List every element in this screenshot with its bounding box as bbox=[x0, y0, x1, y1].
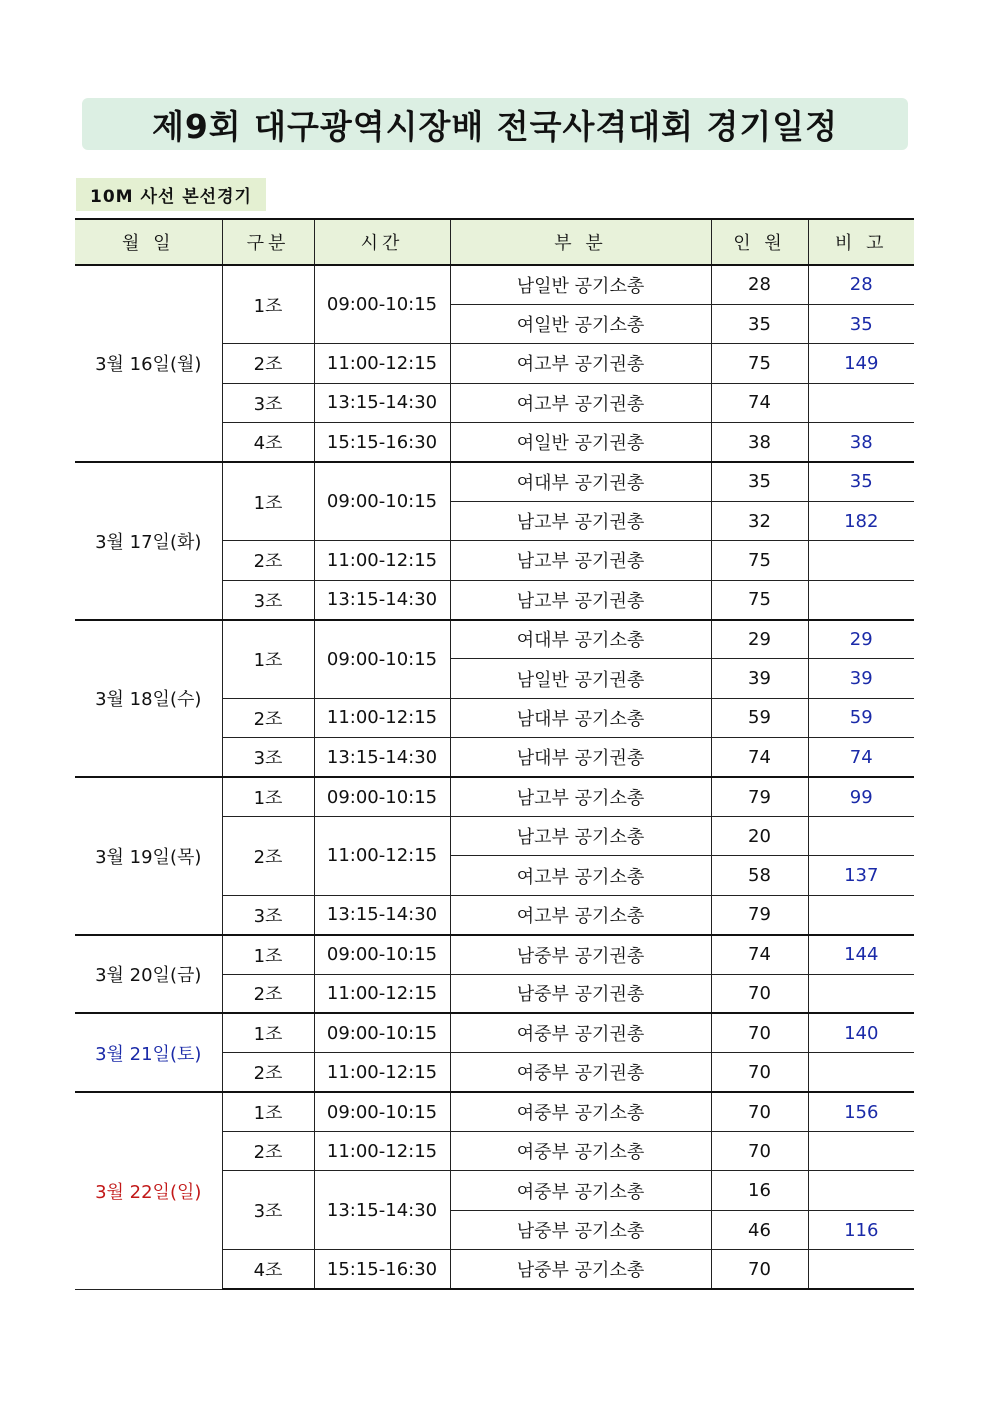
time-cell: 13:15-14:30 bbox=[314, 580, 450, 619]
section-label bbox=[76, 178, 266, 211]
note-cell bbox=[808, 580, 914, 619]
time-cell: 13:15-14:30 bbox=[314, 738, 450, 777]
title-banner bbox=[82, 98, 908, 150]
header-row bbox=[75, 219, 914, 265]
count-cell: 75 bbox=[711, 344, 808, 383]
count-cell: 75 bbox=[711, 541, 808, 580]
time-cell: 11:00-12:15 bbox=[314, 816, 450, 895]
count-cell: 70 bbox=[711, 1013, 808, 1052]
count-cell: 59 bbox=[711, 698, 808, 737]
count-cell: 35 bbox=[711, 462, 808, 501]
count-cell: 20 bbox=[711, 816, 808, 855]
time-cell: 09:00-10:15 bbox=[314, 935, 450, 974]
count-cell: 70 bbox=[711, 1053, 808, 1092]
note-cell: 59 bbox=[808, 698, 914, 737]
count-cell: 70 bbox=[711, 1132, 808, 1171]
group-cell: 4조 bbox=[222, 1250, 314, 1289]
division-cell: 남중부 공기권총 bbox=[450, 935, 711, 974]
table-row bbox=[75, 462, 914, 501]
time-cell: 09:00-10:15 bbox=[314, 620, 450, 699]
note-cell: 35 bbox=[808, 462, 914, 501]
date-cell: 3월 16일(월) bbox=[75, 265, 222, 462]
schedule-table bbox=[75, 218, 914, 1290]
group-cell: 2조 bbox=[222, 344, 314, 383]
note-cell: 99 bbox=[808, 777, 914, 816]
note-cell: 35 bbox=[808, 304, 914, 343]
division-cell: 여중부 공기소총 bbox=[450, 1132, 711, 1171]
time-cell: 11:00-12:15 bbox=[314, 974, 450, 1013]
group-cell: 2조 bbox=[222, 974, 314, 1013]
division-cell: 여고부 공기권총 bbox=[450, 383, 711, 422]
note-cell: 149 bbox=[808, 344, 914, 383]
date-cell: 3월 21일(토) bbox=[75, 1013, 222, 1092]
date-cell: 3월 18일(수) bbox=[75, 620, 222, 778]
note-cell: 182 bbox=[808, 501, 914, 540]
note-cell bbox=[808, 383, 914, 422]
note-cell bbox=[808, 816, 914, 855]
division-cell: 여중부 공기소총 bbox=[450, 1171, 711, 1210]
division-cell: 여대부 공기권총 bbox=[450, 462, 711, 501]
time-cell: 13:15-14:30 bbox=[314, 895, 450, 934]
division-cell: 남중부 공기권총 bbox=[450, 974, 711, 1013]
division-cell: 남고부 공기소총 bbox=[450, 816, 711, 855]
group-cell: 2조 bbox=[222, 816, 314, 895]
time-cell: 11:00-12:15 bbox=[314, 698, 450, 737]
division-cell: 남대부 공기권총 bbox=[450, 738, 711, 777]
group-cell: 3조 bbox=[222, 1171, 314, 1250]
group-cell: 2조 bbox=[222, 541, 314, 580]
time-cell: 09:00-10:15 bbox=[314, 1092, 450, 1131]
note-cell: 39 bbox=[808, 659, 914, 698]
note-cell: 116 bbox=[808, 1210, 914, 1249]
header-count: 인 원 bbox=[711, 219, 808, 265]
group-cell: 2조 bbox=[222, 1053, 314, 1092]
note-cell: 140 bbox=[808, 1013, 914, 1052]
division-cell: 남중부 공기소총 bbox=[450, 1210, 711, 1249]
time-cell: 11:00-12:15 bbox=[314, 1053, 450, 1092]
division-cell: 남고부 공기권총 bbox=[450, 580, 711, 619]
time-cell: 11:00-12:15 bbox=[314, 1132, 450, 1171]
group-cell: 2조 bbox=[222, 1132, 314, 1171]
division-cell: 여일반 공기소총 bbox=[450, 304, 711, 343]
division-cell: 여고부 공기소총 bbox=[450, 856, 711, 895]
group-cell: 1조 bbox=[222, 935, 314, 974]
table-row bbox=[75, 935, 914, 974]
table-row bbox=[75, 1092, 914, 1131]
time-cell: 13:15-14:30 bbox=[314, 1171, 450, 1250]
date-cell: 3월 20일(금) bbox=[75, 935, 222, 1014]
header-division: 부 분 bbox=[450, 219, 711, 265]
time-cell: 15:15-16:30 bbox=[314, 423, 450, 462]
count-cell: 74 bbox=[711, 935, 808, 974]
count-cell: 29 bbox=[711, 620, 808, 659]
group-cell: 2조 bbox=[222, 698, 314, 737]
group-cell: 1조 bbox=[222, 777, 314, 816]
table-row bbox=[75, 620, 914, 659]
section-title: 10M 사선 본선경기 bbox=[90, 187, 252, 207]
note-cell bbox=[808, 974, 914, 1013]
count-cell: 70 bbox=[711, 1250, 808, 1289]
division-cell: 남고부 공기권총 bbox=[450, 501, 711, 540]
note-cell: 29 bbox=[808, 620, 914, 659]
table-row bbox=[75, 265, 914, 304]
division-cell: 남중부 공기소총 bbox=[450, 1250, 711, 1289]
division-cell: 남고부 공기소총 bbox=[450, 777, 711, 816]
header-time: 시간 bbox=[314, 219, 450, 265]
table-row bbox=[75, 1013, 914, 1052]
header-note: 비 고 bbox=[808, 219, 914, 265]
division-cell: 남대부 공기소총 bbox=[450, 698, 711, 737]
division-cell: 여중부 공기권총 bbox=[450, 1053, 711, 1092]
note-cell bbox=[808, 895, 914, 934]
division-cell: 여일반 공기권총 bbox=[450, 423, 711, 462]
date-cell: 3월 22일(일) bbox=[75, 1092, 222, 1289]
time-cell: 09:00-10:15 bbox=[314, 1013, 450, 1052]
count-cell: 46 bbox=[711, 1210, 808, 1249]
group-cell: 1조 bbox=[222, 462, 314, 541]
note-cell: 28 bbox=[808, 265, 914, 304]
count-cell: 79 bbox=[711, 895, 808, 934]
time-cell: 09:00-10:15 bbox=[314, 777, 450, 816]
division-cell: 남일반 공기권총 bbox=[450, 659, 711, 698]
time-cell: 11:00-12:15 bbox=[314, 541, 450, 580]
count-cell: 32 bbox=[711, 501, 808, 540]
note-cell bbox=[808, 1250, 914, 1289]
division-cell: 여대부 공기소총 bbox=[450, 620, 711, 659]
division-cell: 여고부 공기소총 bbox=[450, 895, 711, 934]
time-cell: 15:15-16:30 bbox=[314, 1250, 450, 1289]
count-cell: 70 bbox=[711, 974, 808, 1013]
division-cell: 여중부 공기권총 bbox=[450, 1013, 711, 1052]
count-cell: 35 bbox=[711, 304, 808, 343]
group-cell: 3조 bbox=[222, 895, 314, 934]
group-cell: 3조 bbox=[222, 580, 314, 619]
date-cell: 3월 19일(목) bbox=[75, 777, 222, 935]
note-cell: 74 bbox=[808, 738, 914, 777]
group-cell: 3조 bbox=[222, 383, 314, 422]
note-cell bbox=[808, 1171, 914, 1210]
note-cell: 38 bbox=[808, 423, 914, 462]
date-cell: 3월 17일(화) bbox=[75, 462, 222, 620]
division-cell: 여중부 공기소총 bbox=[450, 1092, 711, 1131]
group-cell: 3조 bbox=[222, 738, 314, 777]
note-cell: 156 bbox=[808, 1092, 914, 1131]
count-cell: 16 bbox=[711, 1171, 808, 1210]
table-row bbox=[75, 777, 914, 816]
note-cell bbox=[808, 1053, 914, 1092]
note-cell bbox=[808, 541, 914, 580]
group-cell: 4조 bbox=[222, 423, 314, 462]
note-cell: 144 bbox=[808, 935, 914, 974]
time-cell: 13:15-14:30 bbox=[314, 383, 450, 422]
count-cell: 70 bbox=[711, 1092, 808, 1131]
group-cell: 1조 bbox=[222, 620, 314, 699]
group-cell: 1조 bbox=[222, 1013, 314, 1052]
header-date: 월 일 bbox=[75, 219, 222, 265]
page-title: 제9회 대구광역시장배 전국사격대회 경기일정 bbox=[151, 106, 839, 146]
group-cell: 1조 bbox=[222, 1092, 314, 1131]
group-cell: 1조 bbox=[222, 265, 314, 344]
schedule-body bbox=[75, 265, 914, 1289]
count-cell: 75 bbox=[711, 580, 808, 619]
time-cell: 09:00-10:15 bbox=[314, 265, 450, 344]
count-cell: 38 bbox=[711, 423, 808, 462]
count-cell: 74 bbox=[711, 383, 808, 422]
count-cell: 79 bbox=[711, 777, 808, 816]
note-cell: 137 bbox=[808, 856, 914, 895]
time-cell: 09:00-10:15 bbox=[314, 462, 450, 541]
time-cell: 11:00-12:15 bbox=[314, 344, 450, 383]
count-cell: 58 bbox=[711, 856, 808, 895]
count-cell: 28 bbox=[711, 265, 808, 304]
header-group: 구분 bbox=[222, 219, 314, 265]
division-cell: 남일반 공기소총 bbox=[450, 265, 711, 304]
note-cell bbox=[808, 1132, 914, 1171]
count-cell: 39 bbox=[711, 659, 808, 698]
division-cell: 여고부 공기권총 bbox=[450, 344, 711, 383]
division-cell: 남고부 공기권총 bbox=[450, 541, 711, 580]
count-cell: 74 bbox=[711, 738, 808, 777]
